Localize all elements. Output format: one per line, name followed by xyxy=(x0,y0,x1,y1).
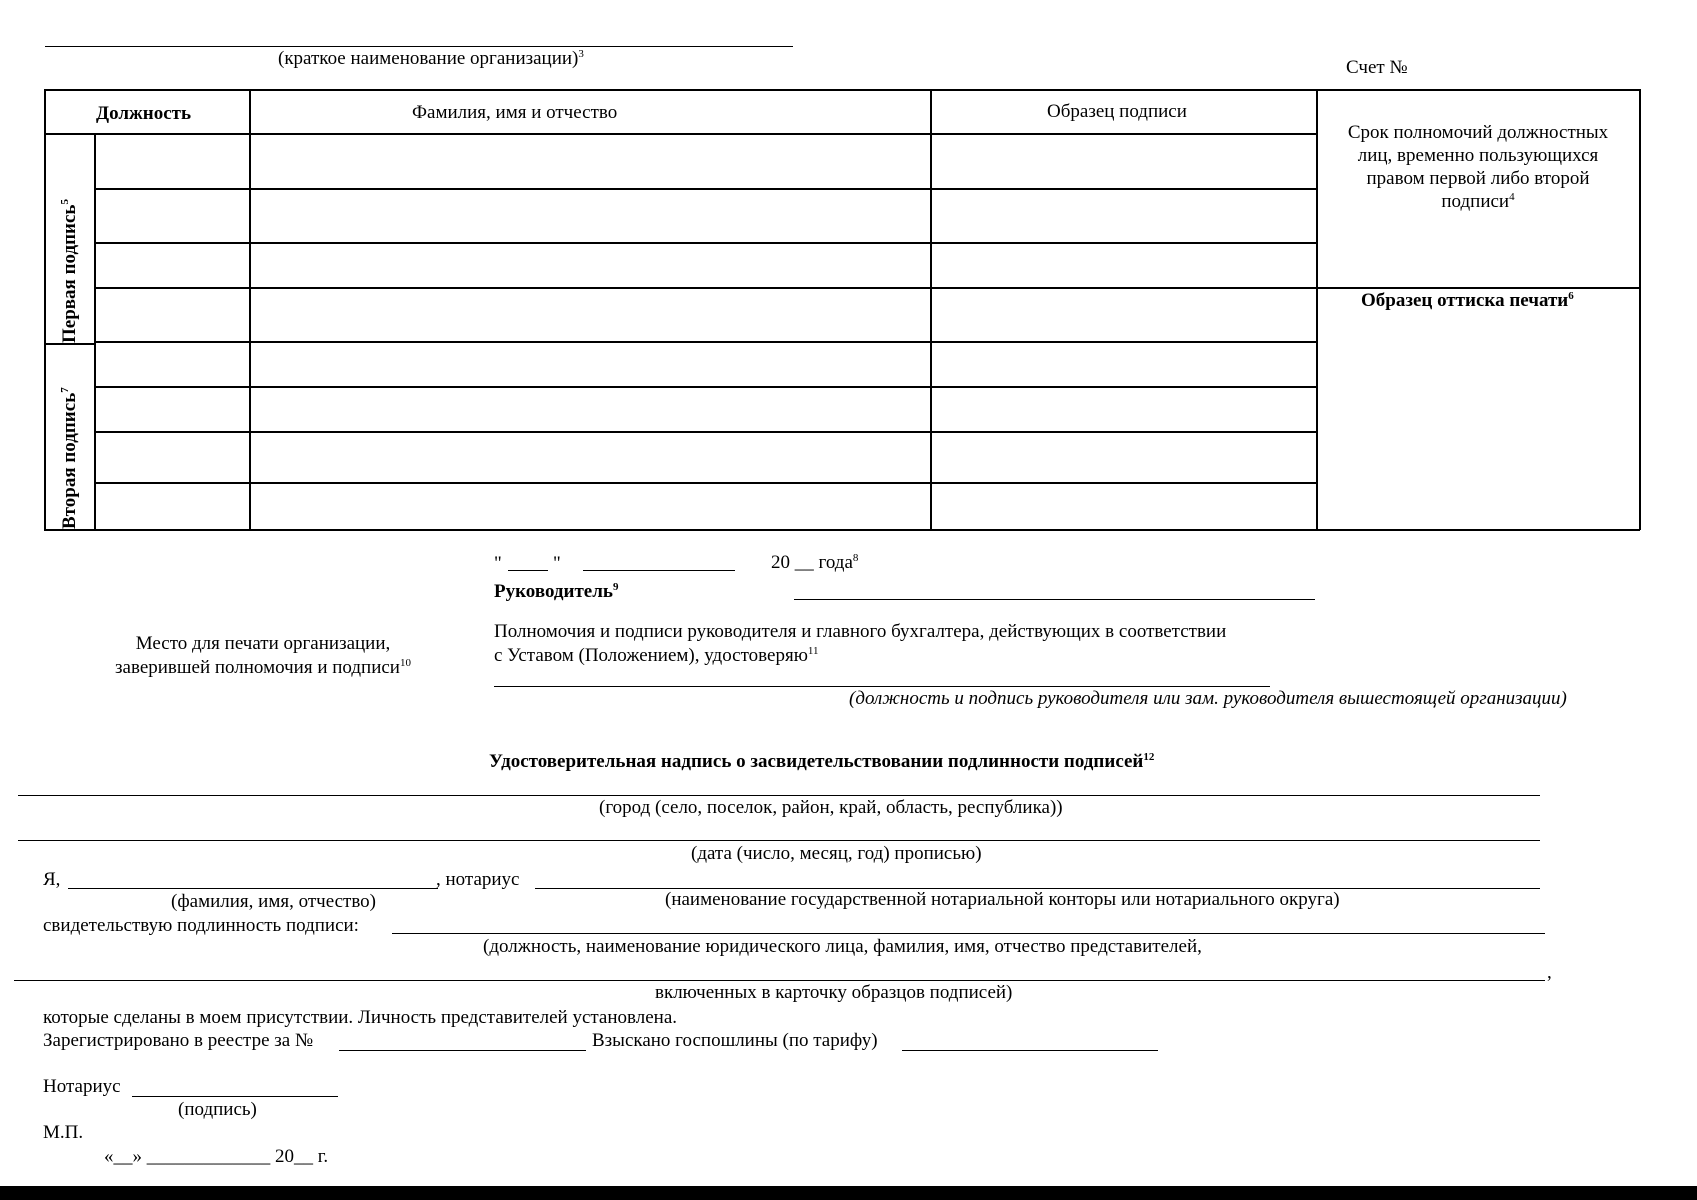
notary-sign-label: Нотариус xyxy=(43,1076,121,1097)
term-text: Срок полномочий должностных лиц, временно пользующихся правом первой либо второй подписи$^4$ xyxy=(1347,122,1609,212)
fee-field[interactable] xyxy=(902,1050,1158,1051)
certify-field[interactable] xyxy=(392,933,1545,934)
first-sig-row-1-position[interactable] xyxy=(96,135,248,187)
city-caption: (город (село, поселок, район, край, область, республика)) xyxy=(599,797,1063,818)
date-open-quote: " xyxy=(494,553,502,574)
date-words-caption: (дата (число, месяц, год) прописью) xyxy=(691,843,982,864)
registry-number-field[interactable] xyxy=(339,1050,586,1051)
org-name-caption: (краткое наименование организации)$^3$ xyxy=(278,48,584,69)
included-caption: включенных в карточку образцов подписей) xyxy=(655,982,1013,1003)
org-name-line[interactable] xyxy=(45,46,793,47)
first-signature-label: Первая подпись$^5$ xyxy=(59,199,80,343)
authority-text: Полномочия и подписи руководителя и главного бухгалтера, действующих в соответствии с Уставом (Положением), удостоверяю$^{11}$ xyxy=(494,621,1227,666)
col-position-header: Должность xyxy=(96,103,192,124)
notary-signature-field[interactable] xyxy=(132,1096,338,1097)
fio-caption: (фамилия, имя, отчество) xyxy=(171,891,377,912)
superior-signature-line[interactable] xyxy=(494,686,1270,687)
notary-label: , нотариус xyxy=(436,869,520,890)
stamp-place-text: Место для печати организации, заверившей полномочия и подписи$^{10}$ xyxy=(115,633,411,678)
reps-comma: , xyxy=(1547,962,1552,983)
fee-label: Взыскано госпошлины (по тарифу) xyxy=(592,1030,878,1051)
registry-label: Зарегистрировано в реестре за № xyxy=(43,1030,314,1051)
first-sig-row-1-signature[interactable] xyxy=(932,135,1315,187)
second-signature-label: Вторая подпись$^7$ xyxy=(59,387,80,529)
date-words-field[interactable] xyxy=(18,840,1540,841)
stamp-sample-label: Образец оттиска печати$^6$ xyxy=(1361,290,1574,311)
col-name-header: Фамилия, имя и отчество xyxy=(412,102,618,123)
account-label: Счет № xyxy=(1346,57,1408,78)
date-month-field[interactable] xyxy=(583,570,735,571)
presence-text: которые сделаны в моем присутствии. Личность представителей установлена. xyxy=(43,1007,678,1028)
head-label: Руководитель$^9$ xyxy=(494,581,619,602)
sign-caption: (подпись) xyxy=(178,1099,257,1120)
reps-continuation-field[interactable] xyxy=(14,980,1545,981)
head-signature-line[interactable] xyxy=(794,599,1315,600)
date-year-label: 20 __ года$^8$ xyxy=(771,552,859,573)
office-caption: (наименование государственной нотариальной конторы или нотариального округа) xyxy=(665,889,1340,910)
col-signature-header: Образец подписи xyxy=(1047,101,1187,122)
i-label: Я, xyxy=(43,869,61,890)
notary-fio-field[interactable] xyxy=(68,888,438,889)
certify-label: свидетельствую подлинность подписи: xyxy=(43,915,359,936)
final-date[interactable]: «__» _____________ 20__ г. xyxy=(104,1146,329,1167)
city-field[interactable] xyxy=(18,795,1540,796)
superior-caption: (должность и подпись руководителя или зам. руководителя вышестоящей организации) xyxy=(849,688,1567,709)
reps-caption: (должность, наименование юридического лица, фамилия, имя, отчество представителей, xyxy=(483,936,1202,957)
mp-label: М.П. xyxy=(43,1122,84,1143)
first-sig-row-1-name[interactable] xyxy=(251,135,929,187)
notary-title: Удостоверительная надпись о засвидетельствовании подлинности подписей$^{12}$ xyxy=(489,751,1155,772)
date-day-field[interactable] xyxy=(508,570,548,571)
scan-bottom-edge xyxy=(0,1186,1697,1200)
date-close-quote: " xyxy=(553,553,561,574)
